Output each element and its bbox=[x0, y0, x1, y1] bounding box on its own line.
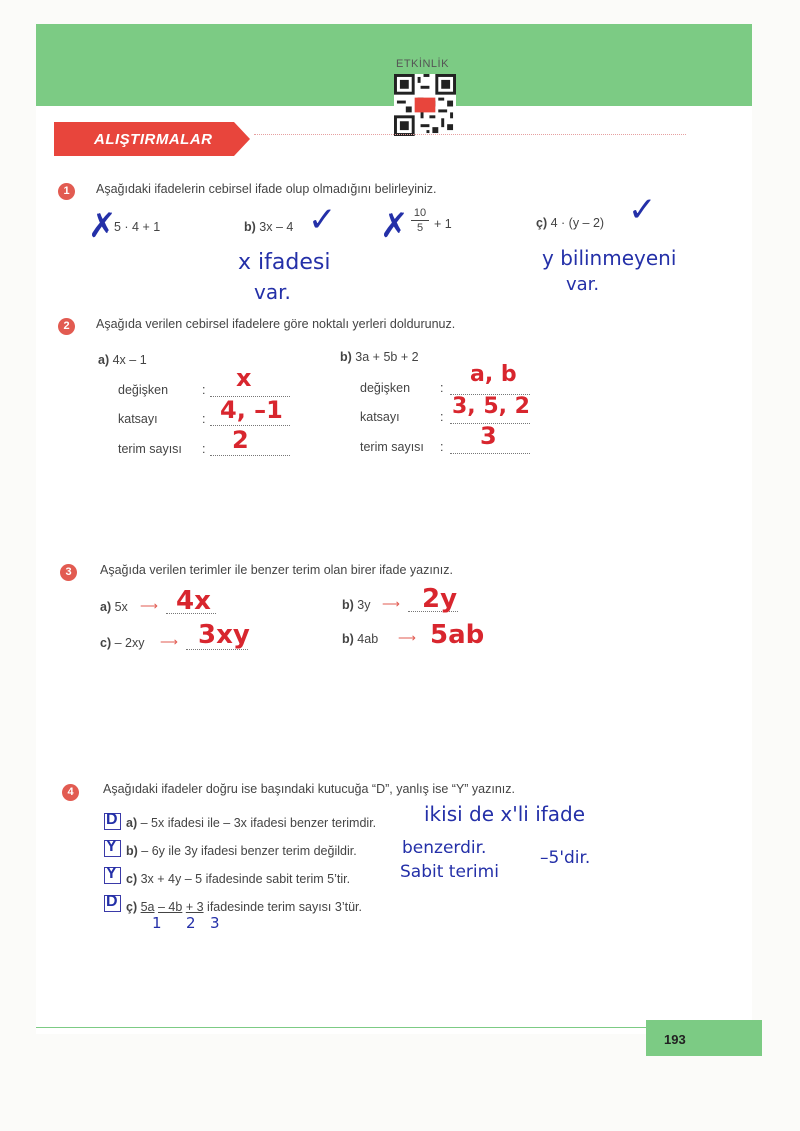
question-3-number: 3 bbox=[60, 564, 77, 581]
q1-d-note-line2: var. bbox=[566, 274, 600, 295]
q4-item-label: c) bbox=[126, 872, 138, 886]
arrow-right-icon: ⟶ bbox=[382, 597, 400, 611]
question-2-number: 2 bbox=[58, 318, 75, 335]
qr-code[interactable] bbox=[394, 74, 456, 136]
q2-a-row-label: değişken bbox=[118, 383, 169, 397]
q1-item-d bbox=[536, 216, 604, 230]
question-2-prompt: Aşağıda verilen cebirsel ifadelere göre noktalı yerleri doldurunuz. bbox=[96, 317, 456, 331]
q4-box-letter: D bbox=[106, 811, 118, 828]
q3-item bbox=[342, 632, 378, 646]
q4-statement-b bbox=[126, 844, 357, 858]
q2-a-answer-term-count: 2 bbox=[232, 426, 249, 454]
q3-item-label: c) bbox=[100, 636, 112, 650]
q1-c-numerator: 10 bbox=[413, 207, 427, 219]
q4-answer-box[interactable] bbox=[104, 813, 121, 830]
q2-a-blank bbox=[210, 424, 290, 426]
q4-term-2: – 4b bbox=[158, 900, 183, 914]
q1-b-text: 3x – 4 bbox=[259, 220, 294, 234]
q1-b-note-line1: x ifadesi bbox=[238, 250, 331, 275]
q3-item-label: a) bbox=[100, 600, 112, 614]
q1-b-check-mark: ✓ bbox=[308, 200, 337, 240]
q3-answer: 4x bbox=[176, 586, 211, 616]
q2-colon: : bbox=[202, 412, 206, 426]
q2-b-label: b) bbox=[340, 350, 352, 364]
q3-item-label: b) bbox=[342, 598, 354, 612]
q1-c-denominator: 5 bbox=[416, 222, 424, 234]
q4-count-mark: 3 bbox=[210, 914, 220, 932]
etkinlik-label: ETKİNLİK bbox=[396, 58, 449, 70]
q4-note-a: ikisi de x'li ifade bbox=[424, 802, 586, 826]
arrow-right-icon: ⟶ bbox=[160, 635, 178, 649]
question-1-number: 1 bbox=[58, 183, 75, 200]
q1-c-tail: + 1 bbox=[434, 217, 452, 231]
q1-d-text: 4 · (y – 2) bbox=[550, 216, 605, 230]
q3-item-term: – 2xy bbox=[114, 636, 145, 650]
q4-answer-box[interactable] bbox=[104, 867, 121, 884]
q1-item-b bbox=[244, 220, 293, 234]
q2-colon: : bbox=[440, 381, 444, 395]
q2-a-answer-variable: x bbox=[236, 364, 252, 392]
q3-answer: 2y bbox=[422, 584, 458, 614]
q2-b-blank bbox=[450, 452, 530, 454]
q4-statement-d bbox=[126, 900, 362, 914]
q3-item-label: b) bbox=[342, 632, 354, 646]
q1-a-cross-mark: ✗ bbox=[88, 206, 117, 246]
q1-c-fraction bbox=[411, 207, 429, 234]
q1-d-note-line1: y bilinmeyeni bbox=[542, 246, 677, 270]
question-4-number: 4 bbox=[62, 784, 79, 801]
q2-b-row-label: değişken bbox=[360, 381, 411, 395]
q2-b-answer-variable: a, b bbox=[470, 362, 517, 387]
q4-box-letter: D bbox=[106, 893, 118, 910]
q3-item bbox=[100, 600, 128, 614]
q2-a-blank bbox=[210, 454, 290, 456]
footer-line bbox=[36, 1027, 646, 1028]
q2-b-row-label: terim sayısı bbox=[360, 440, 424, 454]
q1-b-label: b) bbox=[244, 220, 256, 234]
q1-c-cross-mark: ✗ bbox=[380, 206, 409, 246]
qr-code-icon bbox=[394, 74, 456, 136]
q4-item-text: ifadesinde terim sayısı 3’tür. bbox=[203, 900, 362, 914]
section-title: ALIŞTIRMALAR bbox=[94, 131, 213, 148]
q4-box-letter: Y bbox=[106, 865, 117, 882]
q4-count-mark: 2 bbox=[186, 914, 196, 932]
q2-a-row-label: terim sayısı bbox=[118, 442, 182, 456]
q1-item-a: 5 · 4 + 1 bbox=[114, 220, 161, 234]
q4-item-label: b) bbox=[126, 844, 138, 858]
q3-answer: 3xy bbox=[198, 620, 250, 650]
q3-answer: 5ab bbox=[430, 620, 485, 650]
q3-item-term: 5x bbox=[114, 600, 128, 614]
q4-item-text: – 5x ifadesi ile – 3x ifadesi benzer terimdir. bbox=[140, 816, 377, 830]
banner-dotted-line bbox=[254, 134, 686, 135]
section-banner bbox=[54, 122, 250, 156]
q4-note-b: benzerdir. bbox=[402, 838, 487, 858]
arrow-right-icon: ⟶ bbox=[140, 599, 158, 613]
arrow-right-icon: ⟶ bbox=[398, 631, 416, 645]
q4-statement-c bbox=[126, 872, 350, 886]
q4-note-c2: –5'dir. bbox=[540, 848, 591, 868]
q4-item-label: ç) bbox=[126, 900, 138, 914]
q4-count-mark: 1 bbox=[152, 914, 162, 932]
question-1-prompt: Aşağıdaki ifadelerin cebirsel ifade olup olmadığını belirleyiniz. bbox=[96, 182, 437, 196]
q4-item-label: a) bbox=[126, 816, 138, 830]
q2-a-expr: 4x – 1 bbox=[112, 353, 147, 367]
q4-note-c1: Sabit terimi bbox=[400, 862, 499, 882]
q4-term-1: 5a bbox=[140, 900, 155, 914]
q2-b-answer-term-count: 3 bbox=[480, 422, 497, 450]
q1-b-note-line2: var. bbox=[254, 280, 291, 304]
q2-a-answer-coefficient: 4, –1 bbox=[220, 396, 283, 424]
q2-colon: : bbox=[202, 383, 206, 397]
q4-item-text: 3x + 4y – 5 ifadesinde sabit terim 5’tir. bbox=[140, 872, 351, 886]
q4-answer-box[interactable] bbox=[104, 840, 121, 857]
q3-item-term: 3y bbox=[357, 598, 371, 612]
q2-a-expression bbox=[98, 353, 147, 367]
q3-item bbox=[100, 636, 145, 650]
q3-item-term: 4ab bbox=[357, 632, 379, 646]
q2-colon: : bbox=[440, 440, 444, 454]
q2-a-label: a) bbox=[98, 353, 110, 367]
q4-box-letter: Y bbox=[106, 838, 117, 855]
q2-b-row-label: katsayı bbox=[360, 410, 400, 424]
question-4-prompt: Aşağıdaki ifadeler doğru ise başındaki kutucuğa “D”, yanlış ise “Y” yazınız. bbox=[103, 782, 516, 796]
page-number: 193 bbox=[664, 1032, 686, 1047]
q2-b-expr: 3a + 5b + 2 bbox=[355, 350, 419, 364]
q2-colon: : bbox=[440, 410, 444, 424]
q2-b-expression bbox=[340, 350, 419, 364]
q4-statement-a bbox=[126, 816, 376, 830]
q3-item bbox=[342, 598, 371, 612]
q2-colon: : bbox=[202, 442, 206, 456]
question-3-prompt: Aşağıda verilen terimler ile benzer terim olan birer ifade yazınız. bbox=[100, 563, 453, 577]
q4-answer-box[interactable] bbox=[104, 895, 121, 912]
q4-term-3: + 3 bbox=[185, 900, 204, 914]
q2-a-row-label: katsayı bbox=[118, 412, 158, 426]
q4-item-text: – 6y ile 3y ifadesi benzer terim değildir. bbox=[141, 844, 357, 858]
q1-d-label: ç) bbox=[536, 216, 548, 230]
q1-d-check-mark: ✓ bbox=[628, 190, 657, 230]
q2-b-answer-coefficient: 3, 5, 2 bbox=[452, 394, 530, 419]
